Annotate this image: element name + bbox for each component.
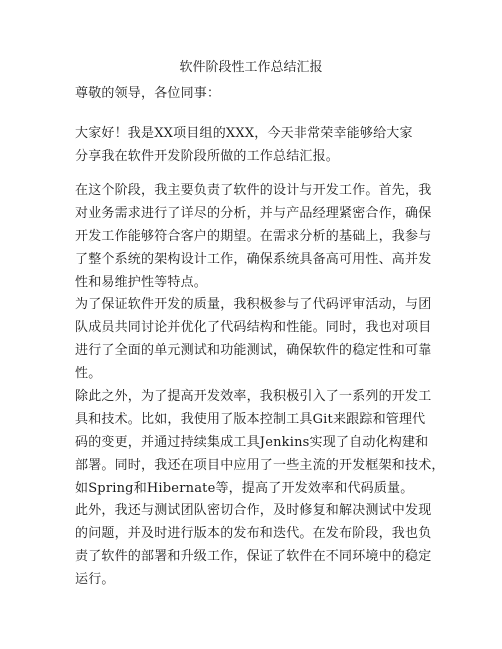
paragraph-line: 部署。同时，我还在项目中应用了一些主流的开发框架和技术， [75,458,445,473]
document-title: 软件阶段性工作总结汇报 [179,60,323,75]
paragraph-line: 为了保证软件开发的质量，我积极参与了代码评审活动，与团 [75,297,432,312]
paragraph-3 [75,293,431,385]
paragraph-line: 了整个系统的架构设计工作，确保系统具备高可用性、高并发 [75,252,432,267]
paragraph-line: 码的变更，并通过持续集成工具Jenkins实现了自动化构建和 [75,435,429,450]
greeting-line: 尊敬的领导，各位同事： [75,86,221,101]
paragraph-line: 开发工作能够符合客户的期望。在需求分析的基础上，我参与 [75,229,432,244]
paragraph-line: 的问题，并及时进行版本的发布和迭代。在发布阶段，我也负 [75,526,432,541]
paragraph-line: 具和技术。比如，我使用了版本控制工具Git来跟踪和管理代 [75,412,426,427]
paragraph-line: 在这个阶段，我主要负责了软件的设计与开发工作。首先，我 [75,183,432,198]
paragraph-line: 对业务需求进行了详尽的分析，并与产品经理紧密合作，确保 [75,206,432,221]
paragraph-line: 队成员共同讨论并优化了代码结构和性能。同时，我也对项目 [75,320,432,335]
paragraph-4 [75,385,445,500]
paragraph-line: 运行。 [75,572,115,587]
paragraph-line: 责了软件的部署和升级工作，保证了软件在不同环境中的稳定 [75,549,432,564]
paragraph-line: 除此之外，为了提高开发效率，我积极引入了一系列的开发工 [75,389,432,404]
paragraph-line: 进行了全面的单元测试和功能测试，确保软件的稳定性和可靠 [75,343,432,358]
paragraph-line: 大家好！我是XX项目组的XXX，今天非常荣幸能够给大家 [75,126,413,141]
paragraph-line: 分享我在软件开发阶段所做的工作总结汇报。 [75,149,340,164]
paragraph-line: 此外，我还与测试团队密切合作，及时修复和解决测试中发现 [75,503,432,518]
greeting [75,82,220,105]
paragraph-line: 性和易维护性等特点。 [75,275,208,290]
paragraph-line: 如Spring和Hibernate等，提高了开发效率和代码质量。 [75,481,414,496]
paragraph-5 [75,499,431,591]
paragraph-line: 性。 [75,366,102,381]
paragraph-2 [75,179,431,294]
paragraph-1 [75,122,413,168]
